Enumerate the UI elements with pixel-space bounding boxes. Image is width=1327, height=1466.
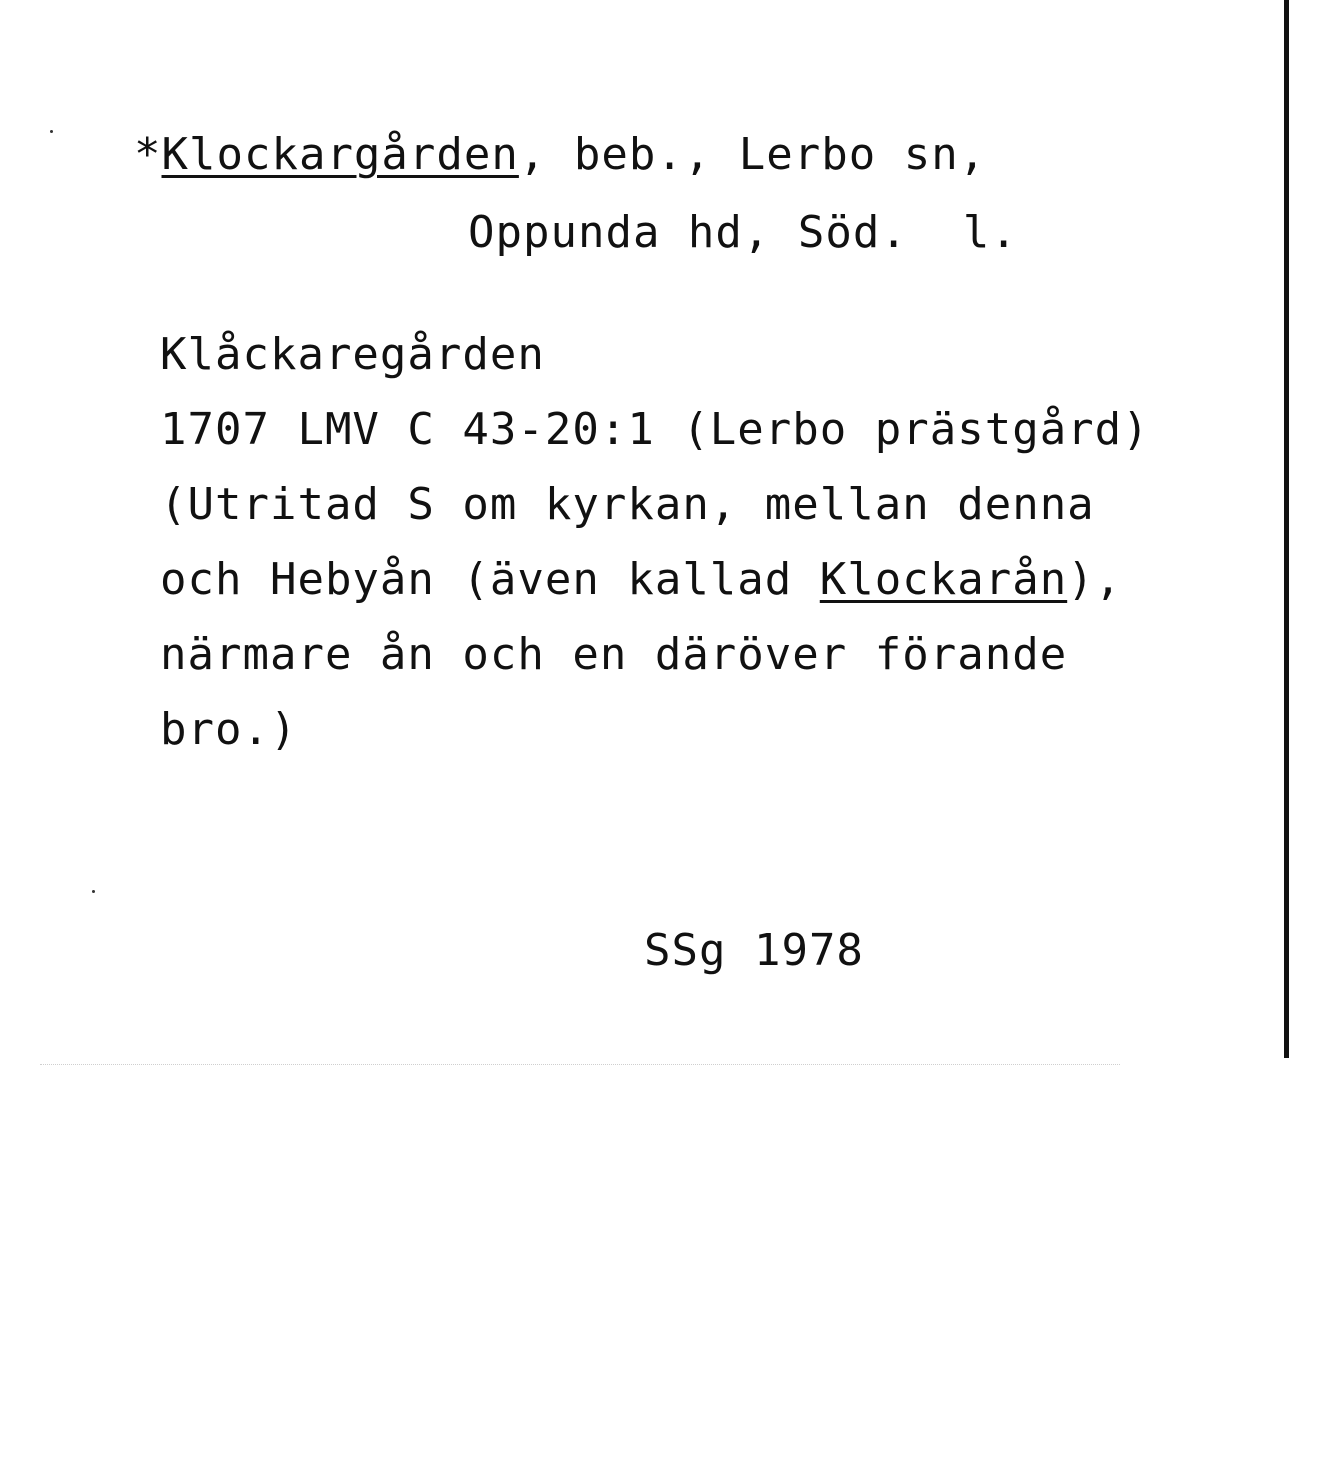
signature: SSg 1978 (644, 925, 864, 976)
heading-line-2: Oppunda hd, Söd. l. (468, 207, 1018, 258)
body-line-3: (Utritad S om kyrkan, mellan denna (160, 479, 1095, 530)
place-name: Klockargården (161, 129, 519, 180)
body-line-5: närmare ån och en däröver förande (160, 629, 1068, 680)
card-heading (134, 130, 986, 180)
card-right-edge (1284, 0, 1289, 1058)
body-line-6: bro.) (160, 704, 298, 755)
body-line-4 (160, 555, 1122, 605)
body-line-4-pre: och Hebyån (även kallad (160, 554, 820, 605)
river-name: Klockarån (819, 554, 1068, 605)
card-bottom-edge (40, 1064, 1120, 1065)
heading-rest: , beb., Lerbo sn, (518, 129, 987, 180)
scan-speck (50, 130, 53, 133)
scan-speck (92, 890, 95, 893)
heading-prefix: * (134, 129, 162, 180)
body-line-4-post: ), (1067, 554, 1123, 605)
body-line-2: 1707 LMV C 43-20:1 (Lerbo prästgård) (160, 404, 1150, 455)
body-line-1: Klåckaregården (160, 329, 545, 380)
